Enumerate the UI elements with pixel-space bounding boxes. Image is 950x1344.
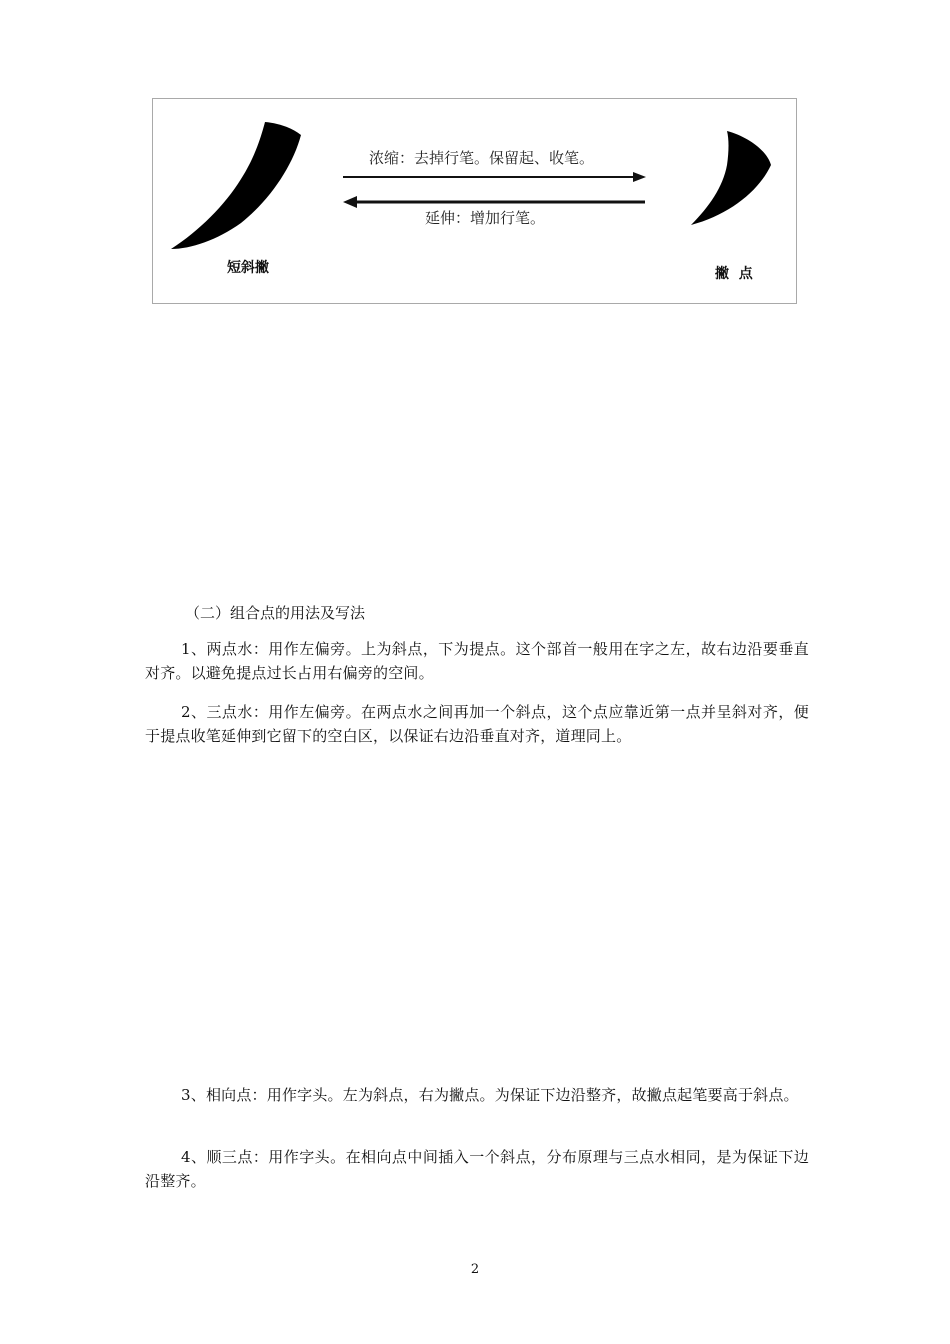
- paragraph-three-dot-water: 2、三点水：用作左偏旁。在两点水之间再加一个斜点，这个点应靠近第一点并呈斜对齐，便于提点收笔延伸到它留下的空白区，以保证右边沿垂直对齐，道理同上。: [145, 703, 809, 745]
- slant-dot-stroke-shape: [691, 131, 771, 225]
- arrow-left-head: [343, 196, 357, 208]
- arrow-right-head: [633, 172, 646, 182]
- slant-dot-label: 撇 点: [715, 266, 753, 282]
- paragraph-facing-dots: 3、相向点：用作字头。左为斜点，右为撇点。为保证下边沿整齐，故撇点起笔要高于斜点。: [181, 1086, 799, 1104]
- section-heading: （二）组合点的用法及写法: [185, 604, 366, 622]
- extend-caption: 延伸：增加行笔。: [425, 209, 546, 227]
- stroke-diagram: [152, 98, 797, 304]
- condense-caption: 浓缩：去掉行笔。保留起、收笔。: [369, 149, 595, 167]
- page-number: 2: [470, 1262, 480, 1277]
- short-slant-label: 短斜撇: [227, 260, 269, 276]
- paragraph-two-dot-water: 1、两点水：用作左偏旁。上为斜点，下为提点。这个部首一般用在字之左，故右边沿要垂直对齐。以避免提点过长占用右偏旁的空间。: [145, 640, 809, 682]
- paragraph-sequential-three-dots: 4、顺三点：用作字头。在相向点中间插入一个斜点，分布原理与三点水相同，是为保证下边沿整齐。: [145, 1148, 809, 1190]
- short-slant-stroke-shape: [171, 122, 301, 249]
